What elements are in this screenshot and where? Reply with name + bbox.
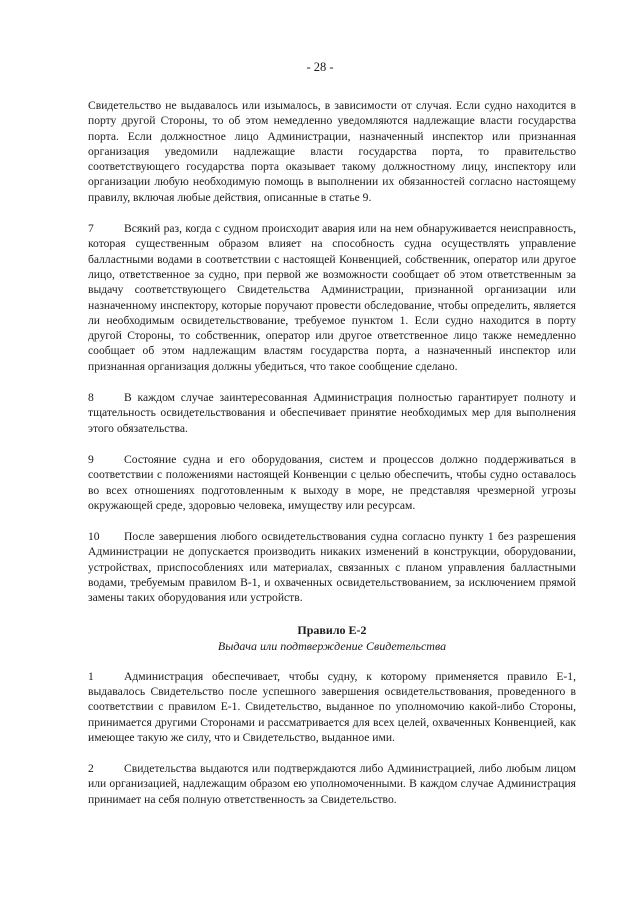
paragraph-number: 1 [88,669,94,683]
rule-subtitle: Выдача или подтверждение Свидетельства [217,638,447,653]
paragraph-text: Свидетельства выдаются или подтверждаются либо Администрацией, либо любым лицом или организацией, надлежащим образом ею уполномоченными. В каждом случае Администрация принимает на себя полную ответственность за Свидетельство. [88,762,576,806]
paragraph-number: 2 [88,762,94,776]
paragraph-e2-1 [88,669,576,745]
paragraph-8 [88,390,576,436]
paragraph-7 [88,221,576,374]
rule-heading [88,622,576,654]
paragraph-text: После завершения любого освидетельствования судна согласно пункту 1 без разрешения Администрации не допускается производить никаких изменений в конструкции, оборудовании, устройствах, приспособлениях или материалах, связанных с планом управления балластными водами, требуемым правилом B-1, и охваченных освидетельствованием, за исключением прямой замены таких оборудования или устройств. [88,530,576,605]
paragraph-text: В каждом случае заинтересованная Администрация полностью гарантирует полноту и тщательность освидетельствования и обеспечивает принятие необходимых мер для выполнения этого обязательства. [88,391,576,435]
document-body [88,98,576,823]
paragraph-continued [88,98,576,205]
paragraph-number: 8 [88,391,94,405]
paragraph-text: Всякий раз, когда с судном происходит авария или на нем обнаруживается неисправность, которая существенным образом влияет на способность судна осуществлять управление балластными водами в соответствии с настоящей Конвенцией, собственник, оператор или другое лицо, ответственное за судно, при первой же возможности сообщает об этом ответственным за выдачу соответствующего Свидетельства Администрации, признанной организации или назначенному инспектору, которые поручают провести обследование, чтобы определить, является ли необходимым освидетельствование, требуемое пунктом 1. Если судно находится в порту другой Стороны, то собственник, оператор или другое ответственное лицо также немедленно сообщает об этом надлежащим властям государства порта, а назначенный инспектор или признанная организация должны убедиться, что такое сообщение сделано. [88,222,576,373]
paragraph-number: 7 [88,222,94,236]
paragraph-number: 9 [88,452,94,466]
paragraph-number: 10 [88,530,100,544]
paragraph-text: Свидетельство не выдавалось или изымалось, в зависимости от случая. Если судно находится в порту другой Стороны, то об этом немедленно уведомляются надлежащие власти государства порта. Если должностное лицо Администрации, назначенный инспектор или признанная организация уведомили надлежащие власти государства порта, то правительство соответствующего государства порта оказывает такому должностному лицу, инспектору или организации любую необходимую помощь в выполнении их обязанностей согласно настоящему правилу, включая любые действия, описанные в статье 9. [88,99,576,204]
page-number: - 28 - [306,60,334,74]
paragraph-e2-2 [88,761,576,807]
paragraph-10 [88,529,576,605]
paragraph-9 [88,452,576,513]
paragraph-text: Администрация обеспечивает, чтобы судну, к которому применяется правило Е-1, выдавалось Свидетельство после успешного завершения освидетельствования, проведенного в соответствии с правилом Е-1. Свидетельство, выданное по уполномочию какой-либо Стороны, принимается другими Сторонами и рассматривается для всех целей, охваченных Конвенцией, как имеющее такую же силу, что и Свидетельство, выданное ими. [88,669,576,744]
paragraph-text: Состояние судна и его оборудования, систем и процессов должно поддерживаться в соответствии с положениями настоящей Конвенции с целью обеспечить, чтобы судно оставалось во всех отношениях подготовленным к выходу в море, не представляя чрезмерной угрозы окружающей среде, здоровью человека, имуществу или ресурсам. [88,452,576,512]
rule-title: Правило Е-2 [297,622,367,637]
